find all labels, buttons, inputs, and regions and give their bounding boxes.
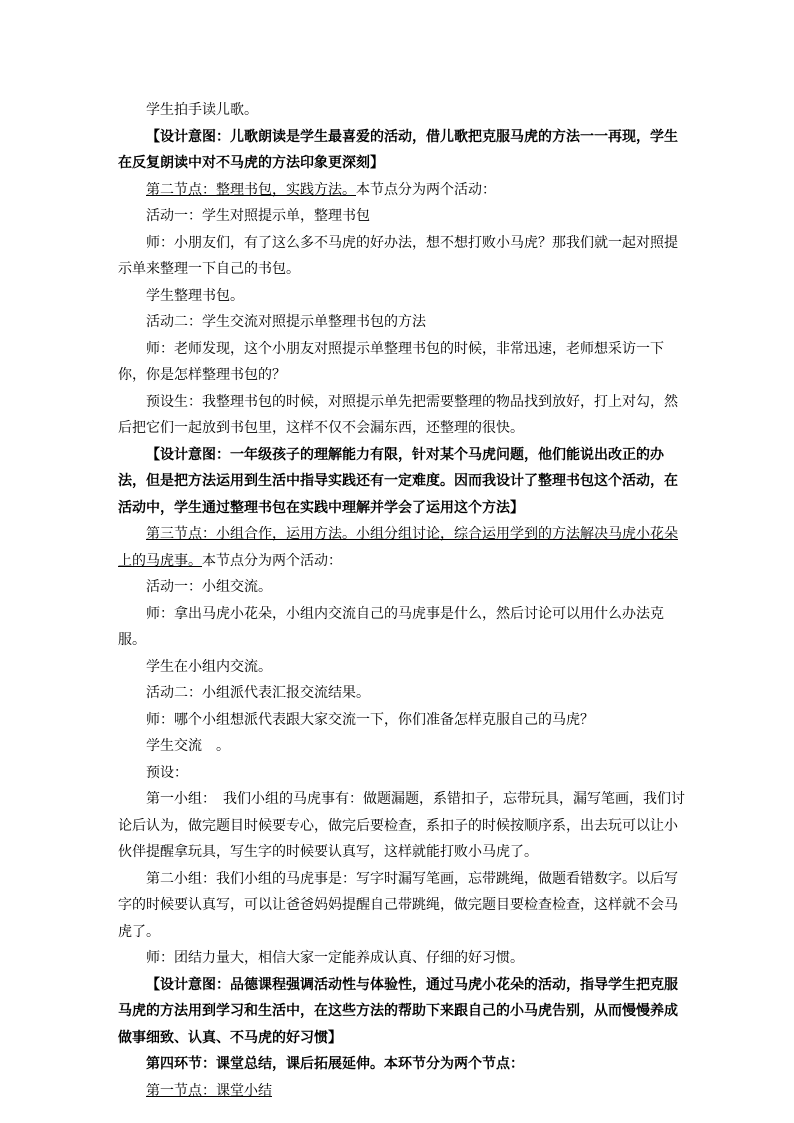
text-run: 本节点分为两个活动： (202, 552, 342, 569)
text-run: 第三节点：小组合作，运用方法。小组分组讨论，综合运用学到的方法解决马虎小花朵上的马虎事。 (118, 526, 678, 569)
paragraph (118, 521, 686, 574)
text-run: 活动二：小组派代表汇报交流结果。 (146, 685, 370, 701)
text-run: 【设计意图：儿歌朗读是学生最喜爱的活动，借儿歌把克服马虎的方法一一再现，学生在反复朗读中对不马虎的方法印象更深刻】 (118, 128, 678, 171)
text-run: 学生拍手读儿歌。 (146, 102, 258, 118)
text-run: 本节点分为两个活动： (356, 181, 496, 198)
text-run: 活动一：学生对照提示单，整理书包 (146, 208, 370, 224)
text-run: 师：团结力量大，相信大家一定能养成认真、仔细的好习惯。 (146, 950, 524, 966)
paragraph (118, 574, 686, 601)
text-run: 师：哪个小组想派代表跟大家交流一下，你们准备怎样克服自己的马虎？ (146, 711, 594, 728)
text-run: 学生交流 。 (146, 738, 230, 754)
text-run: 【设计意图：一年级孩子的理解能力有限，针对某个马虎问题，他们能说出改正的办法，但是把方法运用到生活中指导实践还有一定难度。因而我设计了整理书包这个活动，在活动中，学生通过整理书包在实践中理解并学会了运用这个方法】 (118, 446, 678, 516)
text-run: 第四环节：课堂总结，课后拓展延伸。本环节分为两个节点： (146, 1056, 524, 1072)
text-run: 【设计意图：品德课程强调活动性与体验性，通过马虎小花朵的活动，指导学生把克服马虎的方法用到学习和生活中，在这些方法的帮助下来跟自己的小马虎告别，从而慢慢养成做事细致、认真、不马虎的好习惯】 (118, 976, 678, 1046)
text-run: 学生在小组内交流。 (146, 658, 272, 675)
paragraph (118, 283, 686, 310)
text-run: 师：老师发现，这个小朋友对照提示单整理书包的时候，非常迅速，老师想采访一下你，你是怎样整理书包的？ (118, 340, 664, 383)
paragraph (118, 309, 686, 336)
text-run: 活动二：学生交流对照提示单整理书包的方法 (146, 314, 426, 330)
paragraph (118, 866, 686, 946)
text-run: 第二小组：我们小组的马虎事是：写字时漏写笔画，忘带跳绳，做题看错数字。以后写字的时候要认真写，可以让爸爸妈妈提醒自己带跳绳，做完题目要检查检查，这样就不会马虎了。 (118, 870, 678, 940)
text-run: 学生整理书包。 (146, 287, 244, 304)
paragraph (118, 972, 686, 1052)
text-run: 第一小组： 我们小组的马虎事有：做题漏题，系错扣子，忘带玩具，漏写笔画，我们讨论后认为，做完题目时候要专心，做完后要检查，系扣子的时候按顺序系，出去玩可以让小伙伴提醒拿玩具，写生字的时候要认真写，这样就能打败小马虎了。 (118, 791, 685, 860)
document-body (118, 97, 686, 1104)
paragraph (118, 733, 686, 760)
text-run: 师：拿出马虎小花朵，小组内交流自己的马虎事是什么，然后讨论可以用什么办法克服。 (118, 605, 664, 648)
paragraph (118, 1078, 686, 1105)
text-run: 师：小朋友们，有了这么多不马虎的好办法，想不想打败小马虎？那我们就一起对照提示单来整理一下自己的书包。 (118, 234, 678, 277)
paragraph (118, 786, 686, 866)
paragraph (118, 124, 686, 177)
text-run: 预设生：我整理书包的时候，对照提示单先把需要整理的物品找到放好，打上对勾，然后把它们一起放到书包里，这样不仅不会漏东西，还整理的很快。 (118, 393, 678, 436)
paragraph (118, 707, 686, 734)
paragraph (118, 680, 686, 707)
paragraph (118, 177, 686, 204)
paragraph (118, 1051, 686, 1078)
text-run: 预设： (146, 764, 188, 781)
paragraph (118, 654, 686, 681)
paragraph (118, 389, 686, 442)
text-run: 活动一：小组交流。 (146, 579, 272, 595)
text-run: 第一节点：课堂小结 (146, 1082, 272, 1099)
paragraph (118, 760, 686, 787)
paragraph (118, 203, 686, 230)
paragraph (118, 97, 686, 124)
text-run: 第二节点：整理书包，实践方法。 (146, 181, 356, 198)
paragraph (118, 230, 686, 283)
paragraph (118, 601, 686, 654)
paragraph (118, 945, 686, 972)
paragraph (118, 442, 686, 522)
paragraph (118, 336, 686, 389)
